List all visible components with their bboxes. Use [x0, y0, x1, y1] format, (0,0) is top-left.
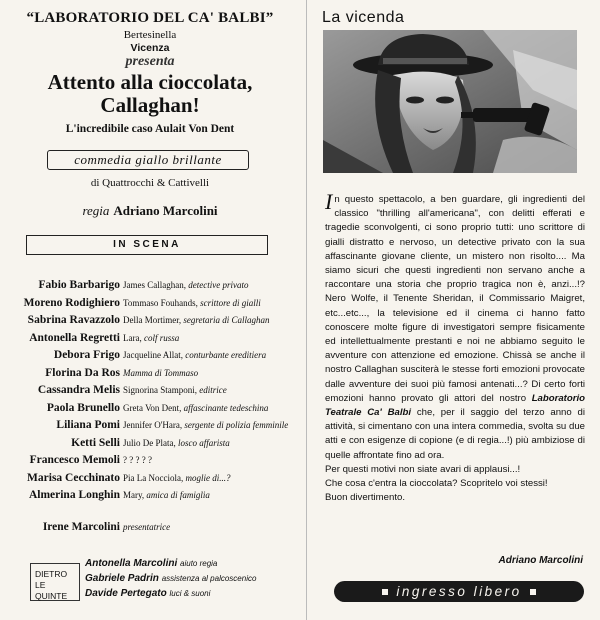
actor-name: Debora Frigo	[53, 349, 120, 361]
town: Bertesinella	[123, 29, 177, 41]
crew-label-line-1: DIETRO	[35, 569, 68, 579]
crew-role: assistenza al palcoscenico	[161, 574, 257, 583]
character-description: detective privato	[188, 280, 249, 290]
cast-row	[0, 454, 306, 472]
actor-name: Fabio Barbarigo	[38, 279, 120, 291]
character-role	[123, 438, 230, 448]
story-paragraph-1	[325, 189, 585, 463]
admission-text: ingresso libero	[396, 584, 522, 599]
character-name: Mary,	[123, 490, 145, 500]
cast-row	[0, 349, 306, 367]
actor-name: Almerina Longhin	[28, 489, 120, 501]
company-name: “LABORATORIO DEL CA' BALBI”	[26, 10, 274, 26]
show-title	[0, 71, 300, 117]
story-text-1: n questo spettacolo, a ben guardare, gli ingredienti del classico "thrilling all'americana", con delitti efferati e tragedie sconvolgenti, ci sono proprio tutti: uno scrittore di gialli distratto e nervoso, un detective privato con la sua affascinante giovane cliente, un mistero non risolto.... Ma siamo sicuri che questi ingredienti non servano anche a raccontare una storia che proprio tragica non è, anzi...!? Nero Wolfe, il Tenente Sheridan, il Commissario Maigret, etc...etc..., la televisione ed il cinema ci hanno fatto conoscere molte figure di investigatori sempre fisicamente ed intellettualmente prestanti e noi ne abbiamo seguito le avventure con attenzione ed emozione. Chissà se anche il nostro Callaghan susciterà le stesse forti emozioni provocate dalle avventure dei suoi più famosi antenati...? Di certo forti emozioni hanno provato gli attori del nostro	[325, 194, 585, 404]
square-bullet-icon	[382, 589, 388, 595]
cast-row	[0, 489, 306, 507]
show-title-line-1: Attento alla cioccolata,	[47, 70, 253, 94]
cast-row	[0, 314, 306, 332]
character-name: Lara,	[123, 332, 142, 343]
character-role	[123, 455, 152, 465]
cast-row	[0, 367, 306, 385]
crew-name: Davide Pertegato	[85, 588, 167, 599]
story-dropcap: I	[325, 189, 333, 214]
cast-row	[0, 402, 306, 420]
actor-name: Florina Da Ros	[45, 366, 120, 379]
character-role	[123, 350, 266, 360]
character-name: Jennifer O'Hara,	[123, 420, 183, 430]
actor-name: Francesco Memoli	[29, 454, 120, 466]
character-role	[123, 385, 227, 395]
crew-role: aiuto regia	[180, 559, 218, 568]
direction-credit	[0, 203, 300, 219]
crew-name: Gabriele Padrin	[85, 573, 159, 584]
admission-banner	[334, 581, 584, 602]
character-description: colf russa	[143, 332, 180, 343]
cast-row	[0, 384, 306, 402]
actor-name: Marisa Cecchinato	[27, 471, 120, 484]
story-text	[325, 189, 585, 505]
actor-name: Irene Marcolini	[42, 520, 120, 533]
character-name: ? ? ? ? ?	[123, 455, 152, 465]
character-description: moglie di...?	[185, 472, 231, 483]
character-name: Greta Von Dent,	[123, 402, 182, 413]
actor-name: Liliana Pomi	[56, 419, 120, 431]
character-name: Tommaso Fouhands,	[123, 297, 198, 308]
character-role	[123, 280, 248, 290]
character-name: Pia La Nocciola,	[123, 472, 184, 483]
crew-row	[85, 558, 217, 569]
poster-photo	[323, 30, 577, 173]
character-description: losco affarista	[178, 437, 230, 448]
character-description: presentatrice	[123, 521, 171, 532]
story-text-2: che, per il saggio del terzo anno di attività, si cimentano con una intera commedia, svolta su due atti e con esigenze di copione (e di regia...!) più ambiziose di quelle affrontate fino ad ora.	[325, 407, 585, 461]
cast-row	[0, 437, 306, 455]
character-role	[123, 333, 179, 343]
actor-name: Antonella Regretti	[29, 331, 120, 344]
direction-label: regia	[82, 203, 110, 218]
cast-row	[0, 332, 306, 350]
square-bullet-icon	[530, 589, 536, 595]
character-name: Della Mortimer,	[123, 315, 182, 325]
character-description: Mamma di Tommaso	[123, 367, 199, 378]
cast-header-box: IN SCENA	[26, 235, 268, 255]
character-role	[123, 420, 288, 430]
crew-row	[85, 588, 210, 599]
show-subtitle: L'incredibile caso Aulait Von Dent	[65, 123, 235, 135]
character-description: segretaria di Callaghan	[183, 315, 270, 325]
character-name: Julio De Plata,	[123, 437, 176, 448]
character-name: James Callaghan,	[123, 280, 186, 290]
character-description: affascinante tedeschina	[183, 402, 269, 413]
story-line-applause: Per questi motivi non siate avari di applausi...!	[325, 463, 521, 475]
actor-name: Paola Brunello	[46, 401, 120, 414]
director-name: Adriano Marcolini	[113, 203, 218, 218]
crew-name: Antonella Marcolini	[85, 558, 178, 569]
actor-name: Moreno Rodighiero	[23, 296, 120, 309]
signature: Adriano Marcolini	[498, 555, 583, 566]
character-description: editrice	[199, 385, 227, 395]
authors: di Quattrocchi & Cattivelli	[90, 177, 210, 189]
province: Vicenza	[130, 42, 170, 54]
actor-name: Ketti Selli	[71, 436, 120, 449]
character-name: Signorina Stamponi,	[123, 385, 197, 395]
crew-row	[85, 573, 256, 584]
character-role	[123, 368, 198, 378]
actor-name: Sabrina Ravazzolo	[27, 314, 120, 326]
cast-row	[0, 419, 306, 437]
character-name: Jacqueline Allat,	[123, 350, 183, 360]
page-fold-divider	[306, 0, 307, 620]
character-role	[123, 315, 270, 325]
story-line-chocolate: Che cosa c'entra la cioccolata? Scopritelo voi stessi!	[325, 478, 548, 490]
story-company-name: Laboratorio Teatrale Ca' Balbi	[325, 392, 585, 419]
cast-row	[0, 297, 306, 315]
character-description: conturbante ereditiera	[185, 350, 267, 360]
character-role	[123, 522, 170, 532]
show-title-line-2: Callaghan!	[100, 93, 200, 117]
crew-role: luci & suoni	[169, 589, 211, 598]
cast-row	[0, 521, 306, 539]
story-line-enjoy: Buon divertimento.	[325, 492, 405, 504]
character-role	[123, 490, 210, 500]
actor-name: Cassandra Melis	[37, 384, 120, 396]
crew-label-box	[30, 563, 80, 601]
genre-box: commedia giallo brillante	[47, 150, 249, 170]
character-description: amica di famiglia	[146, 490, 210, 500]
crew-label-line-2: LE QUINTE	[35, 580, 68, 601]
character-description: scrittore di gialli	[200, 297, 261, 308]
presents-label: presenta	[125, 54, 175, 69]
character-description: sergente di polizia femminile	[184, 420, 289, 430]
character-role	[123, 298, 261, 308]
character-role	[123, 403, 268, 413]
cast-row	[0, 279, 306, 297]
section-title: La vicenda	[322, 9, 405, 26]
noir-illustration	[323, 30, 577, 173]
cast-row	[0, 472, 306, 490]
character-role	[123, 473, 230, 483]
